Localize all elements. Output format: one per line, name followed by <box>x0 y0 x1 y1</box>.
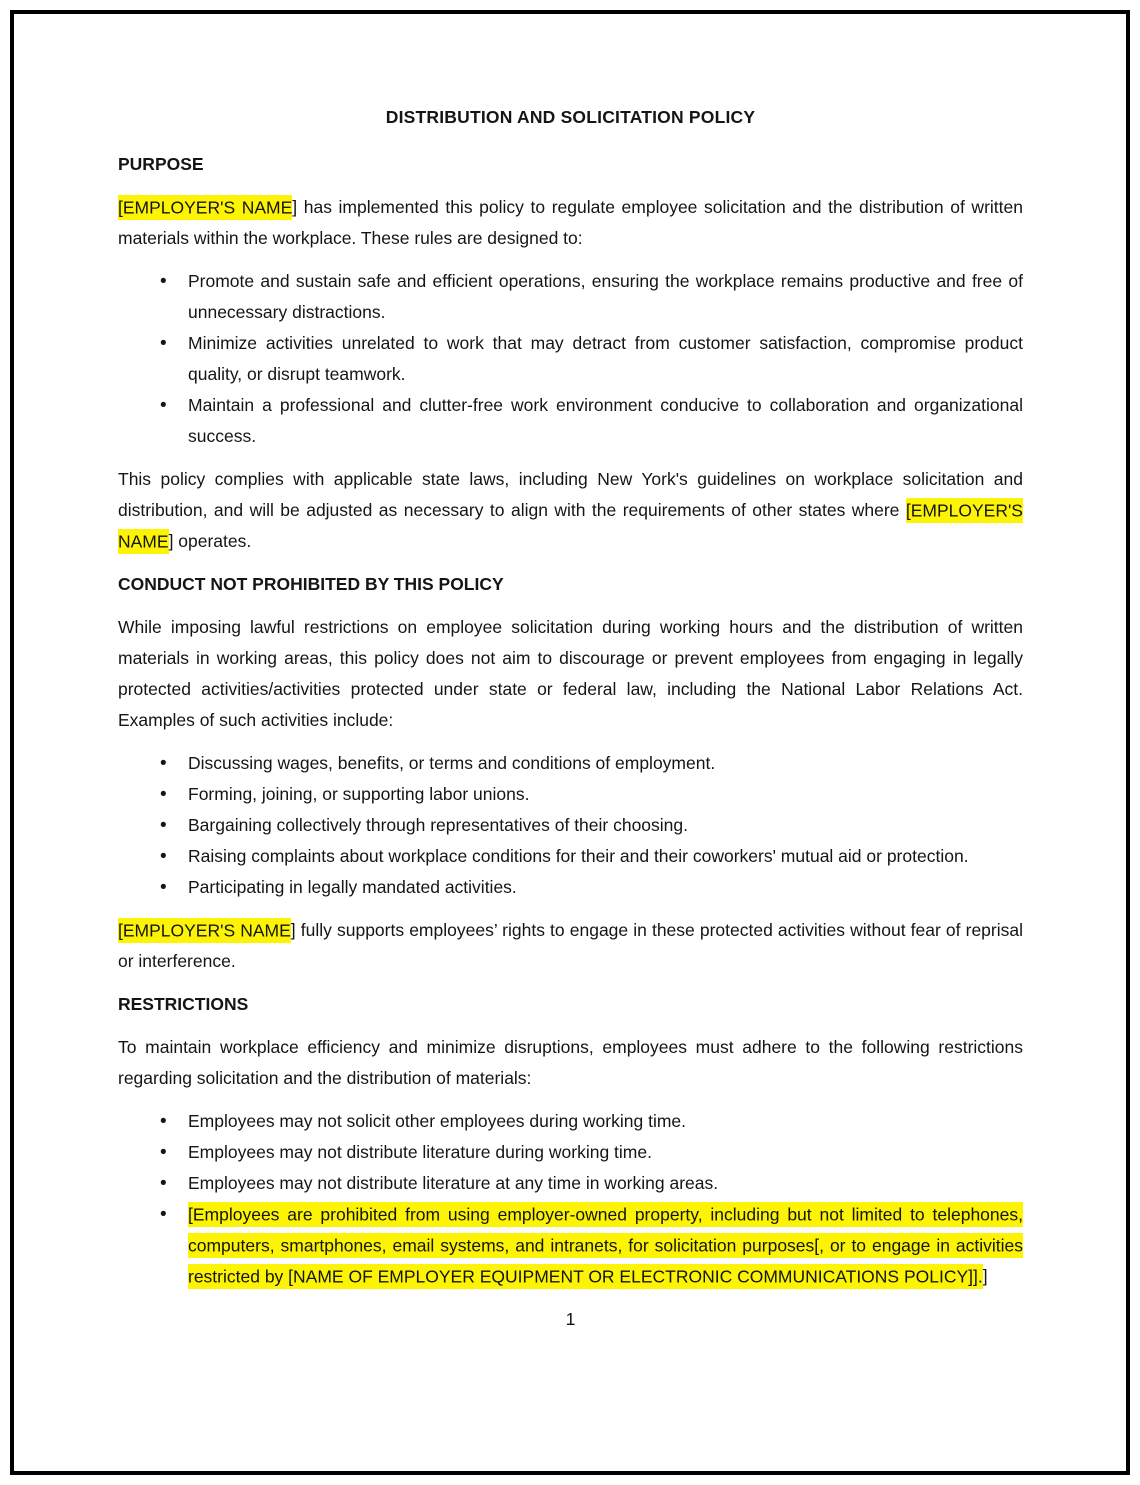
text-run: This policy complies with applicable state laws, including New York's guidelines on workplace solicitation and distribution, and will be adjusted as necessary to align with the requirements of other states where <box>118 469 1023 520</box>
page-number: 1 <box>565 1309 576 1329</box>
list-item <box>118 1168 1023 1199</box>
text-run: While imposing lawful restrictions on employee solicitation during working hours and the distribution of written materials in working areas, this policy does not aim to discourage or prevent employees from engaging in legally protected activities/activities protected under state or federal law, including the National Labor Relations Act. Examples of such activities include: <box>118 617 1023 730</box>
list-item <box>118 779 1023 810</box>
list-item <box>118 872 1023 903</box>
highlighted-text: [EMPLOYER'S NAME <box>118 498 1023 554</box>
list-item <box>118 1137 1023 1168</box>
text-run: ] has implemented this policy to regulate employee solicitation and the distribution of written materials within the workplace. These rules are designed to: <box>118 197 1023 248</box>
list-item <box>118 1106 1023 1137</box>
bullet-list-restrictions <box>118 1106 1023 1292</box>
text-run: Promote and sustain safe and efficient operations, ensuring the workplace remains productive and free of unnecessary distractions. <box>188 271 1023 322</box>
text-run: To maintain workplace efficiency and minimize disruptions, employees must adhere to the following restrictions regarding solicitation and the distribution of materials: <box>118 1037 1023 1088</box>
highlighted-text: [EMPLOYER'S NAME <box>118 918 291 943</box>
text-run: ] operates. <box>168 531 252 551</box>
document-title: DISTRIBUTION AND SOLICITATION POLICY <box>385 107 756 127</box>
list-item <box>118 748 1023 779</box>
section-heading-conduct: CONDUCT NOT PROHIBITED BY THIS POLICY <box>118 574 504 594</box>
list-item <box>118 328 1023 390</box>
text-run: Participating in legally mandated activities. <box>188 877 517 897</box>
paragraph-conduct-intro <box>118 612 1023 736</box>
text-run: Bargaining collectively through representatives of their choosing. <box>188 815 689 835</box>
section-heading-purpose: PURPOSE <box>118 154 204 174</box>
highlighted-text: [Employees are prohibited from using employer-owned property, including but not limited to telephones, computers, smartphones, email systems, and intranets, for solicitation purposes[, or to engage in activities restricted by [NAME OF EMPLOYER EQUIPMENT OR ELECTRONIC COMMUNICATIONS POLICY]]. <box>188 1202 1023 1289</box>
list-item <box>118 810 1023 841</box>
text-run: Employees may not solicit other employees during working time. <box>188 1111 686 1131</box>
section-heading-restrictions: RESTRICTIONS <box>118 994 249 1014</box>
text-run: ] fully supports employees’ rights to engage in these protected activities without fear of reprisal or interference. <box>118 920 1023 971</box>
text-run: Forming, joining, or supporting labor unions. <box>188 784 530 804</box>
text-run: Raising complaints about workplace conditions for their and their coworkers' mutual aid or protection. <box>188 846 969 866</box>
text-run: Discussing wages, benefits, or terms and conditions of employment. <box>188 753 716 773</box>
highlighted-text: [EMPLOYER'S NAME <box>118 195 292 220</box>
paragraph-restrictions-intro <box>118 1032 1023 1094</box>
list-item <box>118 841 1023 872</box>
paragraph-purpose-intro <box>118 192 1023 254</box>
text-run: ] <box>982 1266 988 1286</box>
bullet-list-purpose <box>118 266 1023 452</box>
bullet-list-conduct <box>118 748 1023 903</box>
list-item <box>118 1199 1023 1292</box>
text-run: Employees may not distribute literature during working time. <box>188 1142 652 1162</box>
text-run: Maintain a professional and clutter-free work environment conducive to collaboration and organizational success. <box>188 395 1023 446</box>
text-run: Minimize activities unrelated to work that may detract from customer satisfaction, compromise product quality, or disrupt teamwork. <box>188 333 1023 384</box>
text-run: Employees may not distribute literature at any time in working areas. <box>188 1173 719 1193</box>
paragraph-purpose-compliance <box>118 464 1023 557</box>
list-item <box>118 266 1023 328</box>
paragraph-conduct-support <box>118 915 1023 977</box>
list-item <box>118 390 1023 452</box>
